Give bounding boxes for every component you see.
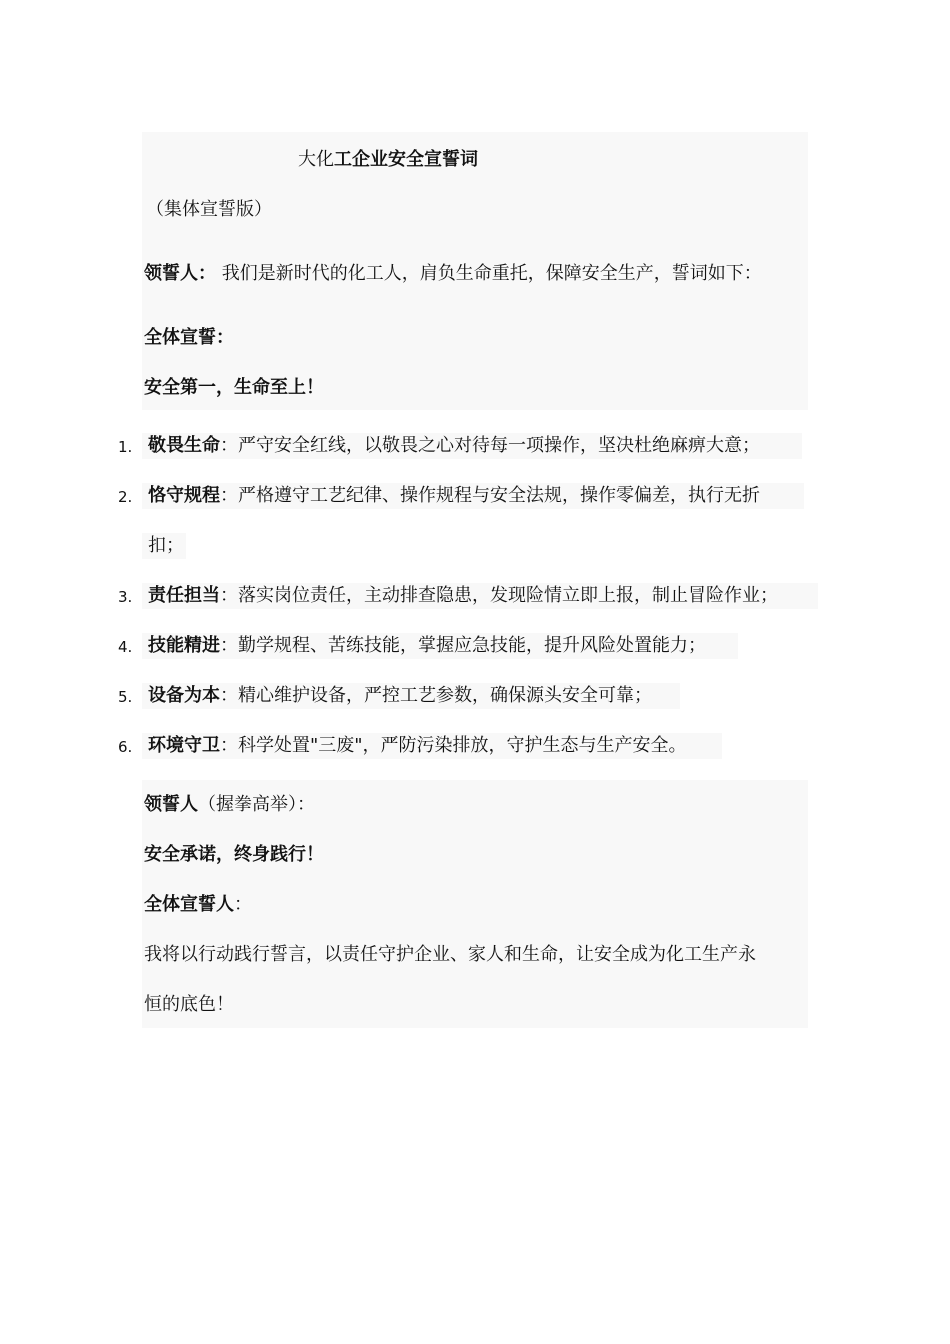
all-oath-person (144, 893, 252, 917)
list-item (148, 634, 706, 658)
list-number: 3. (118, 588, 133, 606)
item-text: ：勤学规程、苦练技能，掌握应急技能，提升风险处置能力； (220, 635, 706, 656)
slogan: 安全第一，生命至上！ (144, 377, 324, 398)
item-head: 环境守卫 (148, 735, 220, 756)
item-head: 设备为本 (148, 685, 220, 706)
title-main: 工企业安全宣誓词 (334, 149, 478, 170)
closing-line-2: 恒的底色！ (144, 994, 234, 1015)
item-head: 技能精进 (148, 635, 220, 656)
all-oath-person-colon: ： (234, 894, 252, 915)
list-number: 5. (118, 688, 133, 706)
list-number: 2. (118, 488, 133, 506)
all-oath-person-label: 全体宣誓人 (144, 894, 234, 915)
list-item-continuation: 扣； (148, 535, 184, 556)
leader-closing-label: 领誓人 (144, 794, 198, 815)
leader-intro-text: 我们是新时代的化工人，肩负生命重托，保障安全生产，誓词如下： (221, 263, 762, 284)
document-title (298, 148, 478, 172)
item-head: 恪守规程 (148, 485, 220, 506)
title-prefix: 大化 (298, 149, 334, 170)
list-number: 4. (118, 638, 133, 656)
closing-line-1: 我将以行动践行誓言，以责任守护企业、家人和生命，让安全成为化工生产永 (144, 944, 756, 965)
item-text: ：严守安全红线，以敬畏之心对待每一项操作，坚决杜绝麻痹大意； (220, 435, 760, 456)
leader-intro (144, 262, 762, 286)
list-item (148, 584, 778, 608)
list-number: 6. (118, 738, 133, 756)
list-item (148, 684, 652, 708)
item-head: 敬畏生命 (148, 435, 220, 456)
list-item (148, 484, 760, 508)
item-head: 责任担当 (148, 585, 220, 606)
item-text: ：严格遵守工艺纪律、操作规程与安全法规，操作零偏差，执行无折 (220, 485, 760, 506)
item-text: ：落实岗位责任，主动排查隐患，发现险情立即上报，制止冒险作业； (220, 585, 778, 606)
item-text: ：科学处置"三废"，严防污染排放，守护生态与生产安全。 (220, 735, 687, 756)
leader-label: 领誓人： (144, 263, 216, 284)
leader-closing (144, 793, 315, 817)
item-text: ：精心维护设备，严控工艺参数，确保源头安全可靠； (220, 685, 652, 706)
subtitle: （集体宣誓版） (146, 199, 272, 220)
all-oath-label: 全体宣誓： (144, 327, 234, 348)
leader-closing-note: （握拳高举）： (198, 794, 315, 815)
promise: 安全承诺，终身践行！ (144, 844, 324, 865)
list-item (148, 434, 760, 458)
list-number: 1. (118, 438, 133, 456)
list-item (148, 734, 687, 758)
